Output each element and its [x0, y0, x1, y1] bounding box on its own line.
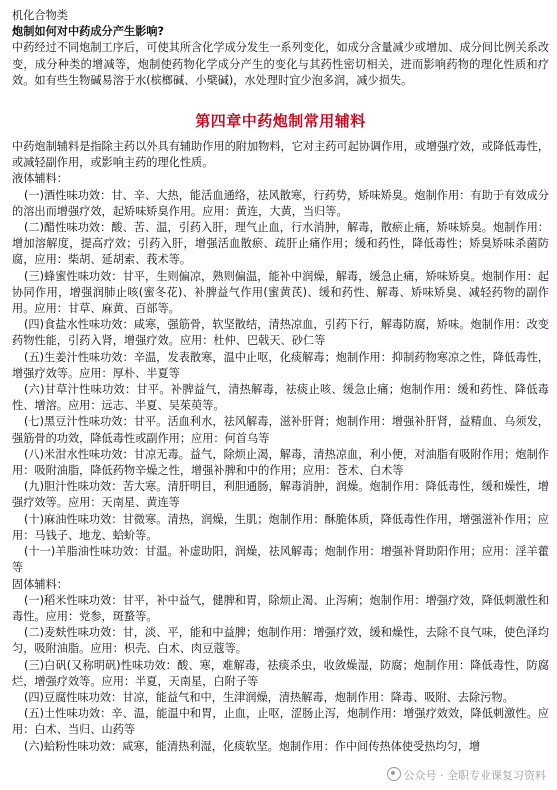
liquid-item-black-bean-juice: (七)黑豆汁性味功效：甘平。活血利水，祛风解毒，滋补肝肾；炮制作用：增强补肝肾，益精血、乌须发，强筋骨的功效，降低毒性或副作用；应用：何首乌等 — [12, 415, 549, 445]
liquid-section-label: 液体辅料： — [12, 172, 68, 186]
wechat-icon — [387, 767, 401, 781]
liquid-item-sheep-fat: (十一)羊脂油性味功效：甘温。补虚助阳，润燥，祛风解毒；炮制作用：增强补肾助阳作用；应用：淫羊藿等 — [12, 545, 549, 575]
solid-item-tofu: (四)豆腐性味功效：甘凉，能益气和中，生津润燥，清热解毒，炮制作用：降毒、吸附、去除污物。 — [24, 690, 514, 704]
document-page — [12, 8, 549, 755]
liquid-item-rice-water: (八)米泔水性味功效：甘凉无毒。益气，除烦止渴，解毒，清热凉血，利小便，对油脂有吸附作用；炮制作用：吸附油脂，降低药物辛燥之性，增强补脾和中的作用；应用：苍术、白术等 — [12, 447, 549, 478]
watermark — [384, 766, 550, 784]
solid-item-alum: (三)白矾(又称明矾)性味功效：酸、寒，难解毒，祛痰杀虫，收敛燥湿，防腐；炮制作用：降低毒性，防腐烂，增强疗效等。应用：半夏，天南星，白附子等 — [12, 658, 549, 688]
liquid-item-ginger-juice: (五)生姜汁性味功效：辛温，发表散寒，温中止呕，化痰解毒；炮制作用：抑制药物寒凉之性，降低毒性，增强疗效等。应用：厚朴、半夏等 — [12, 350, 549, 380]
solid-item-earth: (五)土性味功效：辛、温，能温中和胃，止血，止呕，涩肠止泻，炮制作用：增强疗效效，降低刺激性。应用：白术、当归、山药等 — [12, 707, 549, 737]
liquid-item-licorice-juice: (六)甘草汁性味功效：甘平。补脾益气，清热解毒，祛痰止咳、缓急止痛；炮制作用：缓和药性、降低毒性、增溶。应用：远志、半夏、吴茱萸等。 — [12, 383, 549, 413]
definition-paragraph: 中药炮制辅料是指除主药以外具有辅助作用的附加物料，它对主药可起协调作用，或增强疗效，或降低毒性，或减轻副作用，或影响主药的理化性质。 — [12, 140, 550, 170]
solid-item-clam-powder: (六)蛤粉性味功效：咸寒，能清热利湿，化痰软坚。炮制作用：作中间传热体使受热均匀，增 — [24, 739, 481, 753]
solid-item-wheat-bran: (二)麦麸性味功效：甘，淡、平，能和中益脾；炮制作用：增强疗效，缓和燥性，去除不良气味，使色泽均匀，吸附油脂。应用：枳壳、白术、肉豆蔻等。 — [12, 626, 549, 656]
liquid-item-bile: (九)胆汁性味功效：苦大寒。清肝明目，利胆通肠，解毒消肿，润燥。炮制作用：降低毒性，缓和燥性，增强疗效等。应用：天南星、黄连等 — [12, 480, 549, 510]
solid-section-label: 固体辅料： — [12, 577, 68, 591]
question-heading: 炮制如何对中药成分产生影响? — [12, 25, 164, 39]
heading-line-1: 机化合物类 — [12, 9, 68, 22]
watermark-text: 公众号 · 全职专业课复习资料 — [403, 769, 546, 782]
intro-paragraph: 中药经过不同炮制工序后，可使其所含化学成分发生一系列变化，如成分含量减少或增加、成分间比例关系改变，成分种类的增减等，炮制使药物化学成分产生的变化与其药性密切相关，进而影响药物的理化性质和疗效。如有些生物碱易溶于水(槟榔碱、小檗碱)，水处理时宜少泡多润，减少损失。 — [12, 41, 550, 87]
liquid-item-wine: (一)酒性味功效：甘、辛、大热，能活血通络，祛风散寒，行药势，矫味矫臭。炮制作用：有助于有效成分的溶出而增强疗效，起矫味矫臭作用。应用：黄连，大黄，当归等。 — [12, 188, 549, 218]
liquid-item-sesame-oil: (十)麻油性味功效：甘微寒。清热，润燥，生肌；炮制作用：酥脆体质，降低毒性作用，增强滋补作用；应用：马钱子、地龙、蛤蚧等。 — [12, 512, 549, 542]
liquid-item-vinegar: (二)醋性味功效：酸、苦、温，引药入肝，理气止血，行水消肿，解毒，散瘀止痛，矫味矫臭。炮制作用：增加溶解度，提高疗效；引药入肝，增强活血散瘀、疏肝止痛作用；缓和药性，降低毒性；矫臭矫味杀菌防腐，应用：柴胡、延胡索、莪术等。 — [12, 221, 549, 267]
solid-item-rice: (一)稻米性味功效：甘平，补中益气，健脾和胃，除烦止渴、止泻痢；炮制作用：增强疗效，降低刺激性和毒性。应用：党参，斑蝥等。 — [12, 593, 549, 623]
chapter-title: 第四章中药炮制常用辅料 — [195, 112, 366, 131]
liquid-item-honey: (三)蜂蜜性味功效：甘平，生则偏凉，熟则偏温，能补中润燥，解毒，缓急止痛，矫味矫臭。炮制作用：起协同作用，增强润肺止咳(蜜冬花)、补脾益气作用(蜜黄芪)、缓和药性、解毒、矫味矫臭、减轻药物的副作用。应用：甘草、麻黄、百部等。 — [12, 269, 549, 316]
liquid-item-salt-water: (四)食盐水性味功效：咸寒，强筋骨，软坚散结，清热凉血，引药下行，解毒防腐，矫味。炮制作用：改变药物性能，引药入肾，增强疗效。应用：杜仲、巴戟天、砂仁等 — [12, 318, 549, 348]
